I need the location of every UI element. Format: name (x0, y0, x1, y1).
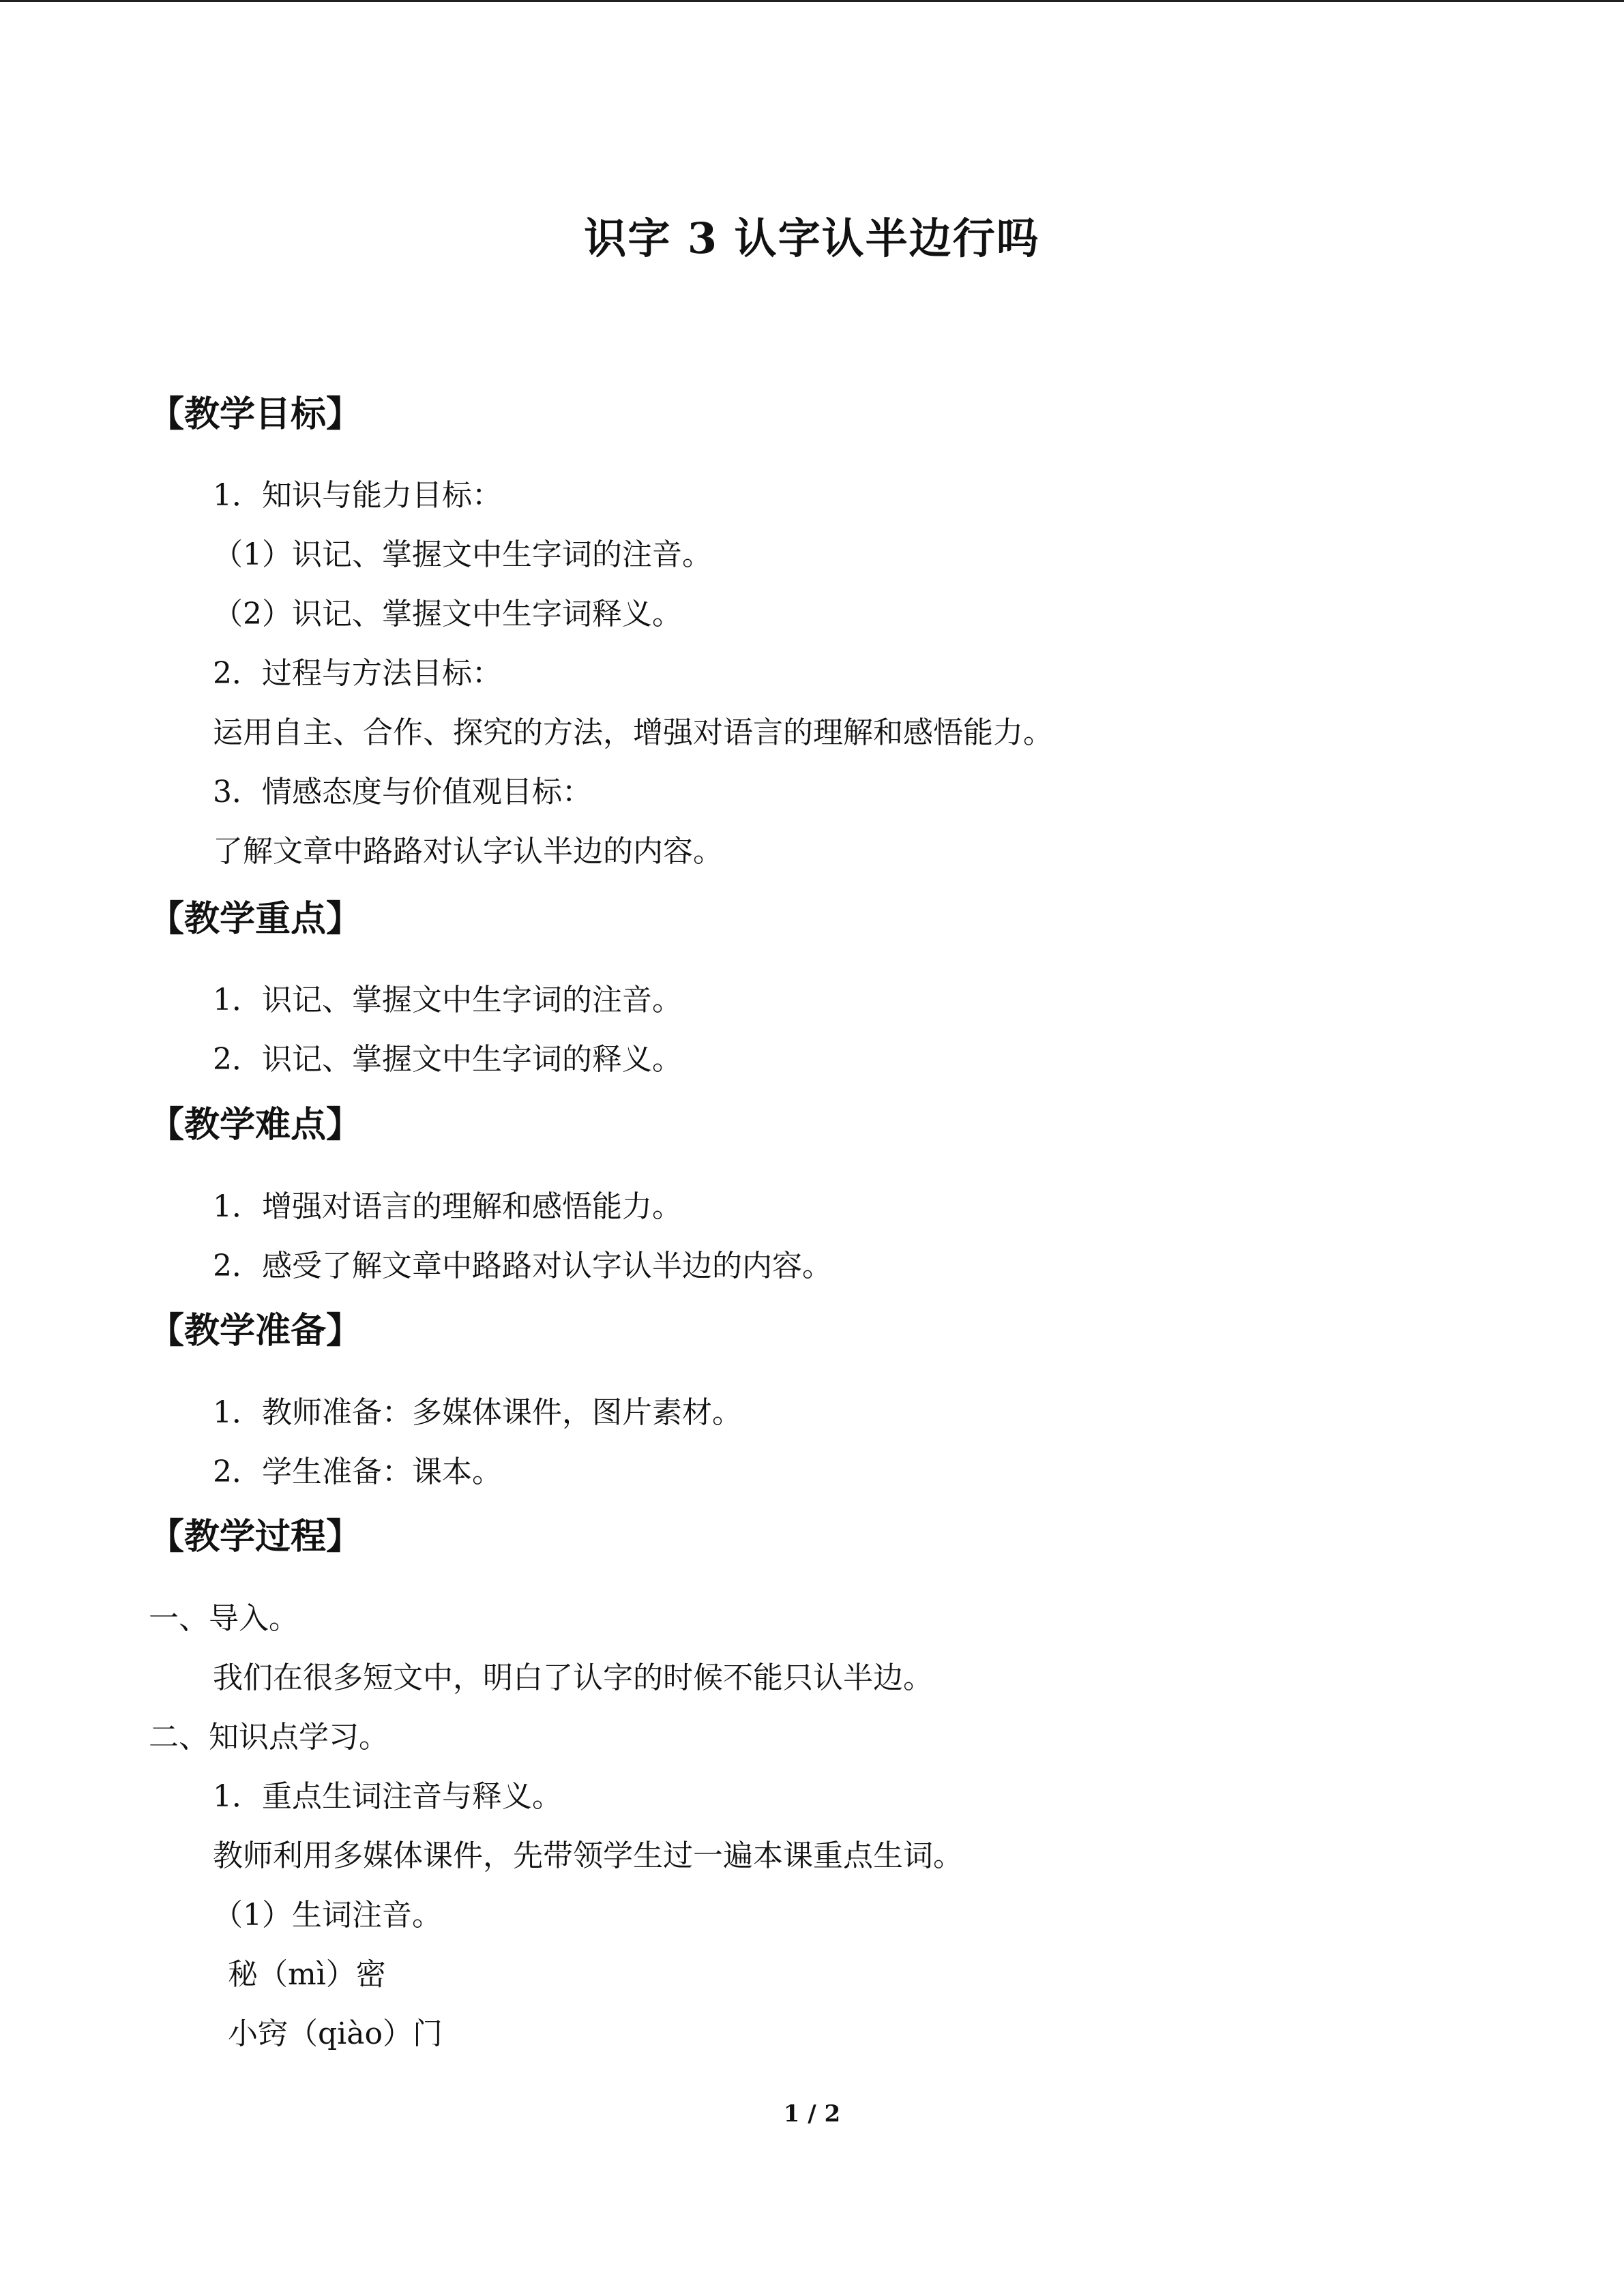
key-points-line: 1．识记、掌握文中生字词的注音。 (213, 983, 682, 1017)
process-line: 秘（mì）密 (228, 1957, 386, 1992)
section-heading-difficulties: 【教学难点】 (149, 1104, 362, 1146)
goals-line: 了解文章中路路对认字认半边的内容。 (213, 834, 723, 869)
goals-line: 3．情感态度与价值观目标： (213, 775, 592, 809)
section-heading-preparation: 【教学准备】 (149, 1310, 362, 1352)
process-line: 一、导入。 (149, 1601, 299, 1636)
process-line: 小窍（qiào）门 (228, 2016, 443, 2051)
section-heading-goals: 【教学目标】 (149, 393, 362, 435)
document-title: 识字 3 认字认半边行吗 (584, 213, 1040, 263)
goals-line: 运用自主、合作、探究的方法，增强对语言的理解和感悟能力。 (213, 715, 1053, 750)
difficulties-line: 2．感受了解文章中路路对认字认半边的内容。 (213, 1249, 832, 1283)
preparation-line: 2．学生准备：课本。 (213, 1455, 502, 1489)
process-line: （1）生词注音。 (213, 1898, 442, 1933)
process-line: 二、知识点学习。 (149, 1720, 389, 1755)
process-line: 1．重点生词注音与释义。 (213, 1779, 562, 1814)
goals-line: （2）识记、掌握文中生字词释义。 (213, 597, 682, 631)
key-points-line: 2．识记、掌握文中生字词的释义。 (213, 1042, 682, 1077)
section-heading-process: 【教学过程】 (149, 1516, 362, 1557)
goals-line: 2．过程与方法目标： (213, 656, 502, 691)
difficulties-line: 1．增强对语言的理解和感悟能力。 (213, 1189, 682, 1224)
section-heading-key-points: 【教学重点】 (149, 898, 362, 940)
top-border-line (0, 0, 1624, 2)
process-line: 教师利用多媒体课件，先带领学生过一遍本课重点生词。 (213, 1838, 963, 1873)
preparation-line: 1．教师准备：多媒体课件，图片素材。 (213, 1395, 742, 1430)
goals-line: 1．知识与能力目标： (213, 478, 502, 513)
process-line: 我们在很多短文中，明白了认字的时候不能只认半边。 (213, 1660, 933, 1695)
goals-line: （1）识记、掌握文中生字词的注音。 (213, 537, 712, 572)
page-number: 1 / 2 (783, 2100, 841, 2128)
